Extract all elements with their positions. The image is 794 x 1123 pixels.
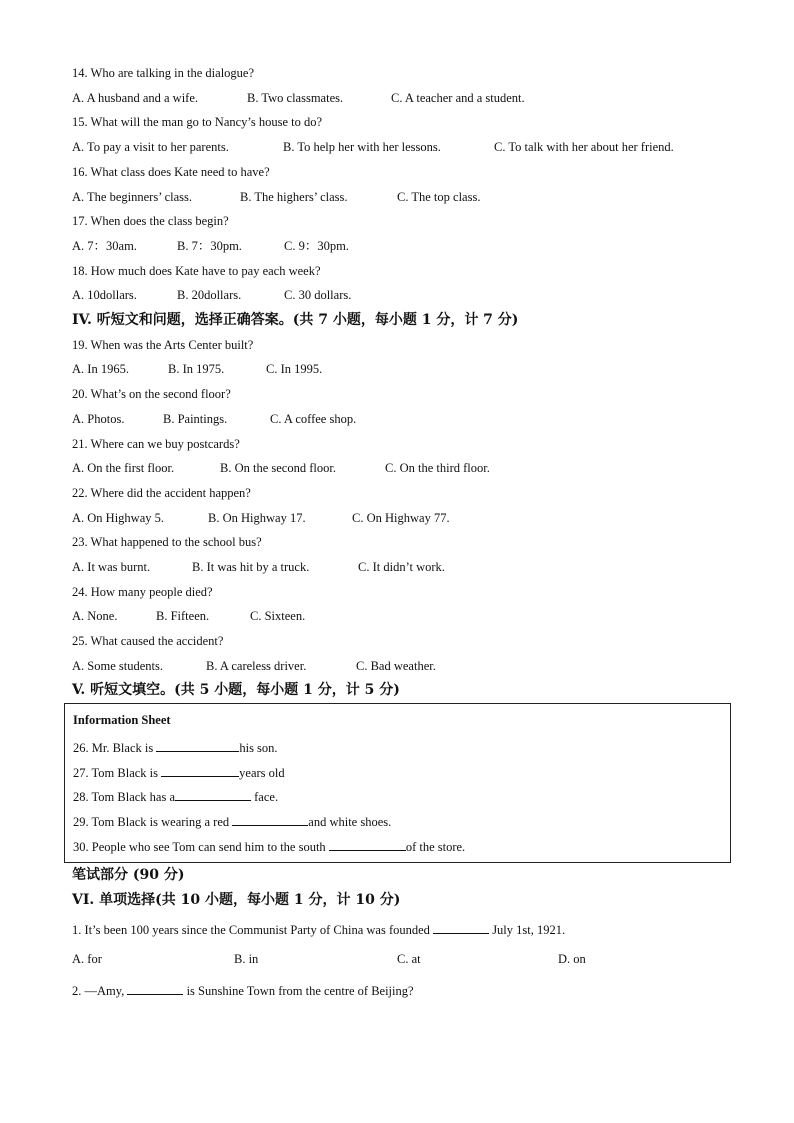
option-d: D. on: [558, 952, 586, 966]
question-23-stem: 23. What happened to the school bus?: [72, 535, 262, 549]
option-c: C. Sixteen.: [250, 609, 306, 623]
option-b: B. On Highway 17.: [208, 511, 306, 525]
section-5-heading: V. 听短文填空。(共 5 小题，每小题 1 分，计 5 分): [72, 682, 400, 698]
question-30-prefix: 30. People who see Tom can send him to the south: [73, 840, 329, 854]
option-c: C. On Highway 77.: [352, 511, 450, 525]
option-b: B. On the second floor.: [220, 461, 336, 475]
option-a: A. In 1965.: [72, 362, 129, 376]
option-b: B. A careless driver.: [206, 659, 307, 673]
option-b: B. It was hit by a truck.: [192, 560, 310, 574]
question-26-prefix: 26. Mr. Black is: [73, 741, 157, 755]
question-26-suffix: his son.: [239, 741, 278, 755]
option-b: B. 20dollars.: [177, 288, 242, 302]
option-a: A. None.: [72, 609, 118, 623]
answer-blank-26[interactable]: [156, 739, 239, 752]
option-b: B. Two classmates.: [247, 91, 344, 105]
information-sheet-box: [64, 703, 731, 863]
question-17-stem: 17. When does the class begin?: [72, 214, 229, 228]
option-c: C. In 1995.: [266, 362, 323, 376]
question-29: [73, 813, 391, 830]
question-1-prefix: 1. It’s been 100 years since the Communist Party of China was founded: [72, 923, 434, 937]
question-14-stem: 14. Who are talking in the dialogue?: [72, 66, 255, 80]
question-27: [73, 764, 285, 781]
question-30: [73, 838, 465, 855]
question-15-stem: 15. What will the man go to Nancy’s house to do?: [72, 115, 323, 129]
question-19-stem: 19. When was the Arts Center built?: [72, 338, 254, 352]
option-c: C. at: [397, 952, 421, 966]
question-16-stem: 16. What class does Kate need to have?: [72, 165, 270, 179]
option-c: C. The top class.: [397, 190, 481, 204]
answer-blank-30[interactable]: [329, 838, 406, 851]
option-a: A. On Highway 5.: [72, 511, 165, 525]
question-2-prefix: 2. —Amy,: [72, 984, 128, 998]
answer-blank-29[interactable]: [232, 813, 308, 826]
written-part-heading: 笔试部分 (90 分): [72, 867, 185, 883]
information-sheet-title: Information Sheet: [73, 713, 171, 727]
option-c: C. Bad weather.: [356, 659, 436, 673]
option-b: B. The highers’ class.: [240, 190, 348, 204]
question-22-stem: 22. Where did the accident happen?: [72, 486, 251, 500]
option-a: A. To pay a visit to her parents.: [72, 140, 229, 154]
question-28-prefix: 28. Tom Black has a: [73, 790, 176, 804]
option-a: A. 10dollars.: [72, 288, 137, 302]
option-c: C. On the third floor.: [385, 461, 490, 475]
question-21-stem: 21. Where can we buy postcards?: [72, 437, 240, 451]
option-a: A. On the first floor.: [72, 461, 175, 475]
question-28-suffix: face.: [251, 790, 279, 804]
question-2-suffix: is Sunshine Town from the centre of Beijing?: [183, 984, 414, 998]
answer-blank-28[interactable]: [175, 788, 251, 801]
option-c: C. 30 dollars.: [284, 288, 352, 302]
option-c: C. A coffee shop.: [270, 412, 357, 426]
option-a: A. Some students.: [72, 659, 163, 673]
option-c: C. To talk with her about her friend.: [494, 140, 674, 154]
section-6-heading: VI. 单项选择(共 10 小题，每小题 1 分，计 10 分): [72, 892, 401, 908]
question-29-suffix: and white shoes.: [308, 815, 392, 829]
question-20-stem: 20. What’s on the second floor?: [72, 387, 231, 401]
option-b: B. Paintings.: [163, 412, 228, 426]
answer-blank-q1[interactable]: [433, 921, 489, 934]
option-a: A. The beginners’ class.: [72, 190, 192, 204]
option-b: B. In 1975.: [168, 362, 225, 376]
answer-blank-q2[interactable]: [127, 982, 183, 995]
question-30-suffix: of the store.: [405, 840, 466, 854]
question-1-suffix: July 1st, 1921.: [489, 923, 566, 937]
option-a: A. 7：30am.: [72, 239, 137, 253]
option-b: B. Fifteen.: [156, 609, 210, 623]
option-c: C. 9：30pm.: [284, 239, 349, 253]
question-1-stem: [72, 921, 565, 938]
option-a: A. Photos.: [72, 412, 125, 426]
option-a: A. It was burnt.: [72, 560, 151, 574]
question-27-prefix: 27. Tom Black is: [73, 766, 162, 780]
question-25-stem: 25. What caused the accident?: [72, 634, 224, 648]
question-27-suffix: years old: [239, 766, 285, 780]
option-b: B. in: [234, 952, 259, 966]
question-28: [73, 788, 278, 805]
option-a: A. for: [72, 952, 102, 966]
answer-blank-27[interactable]: [161, 764, 239, 777]
question-24-stem: 24. How many people died?: [72, 585, 213, 599]
question-26: [73, 739, 278, 756]
section-4-heading: IV. 听短文和问题，选择正确答案。(共 7 小题，每小题 1 分，计 7 分): [72, 312, 519, 328]
question-29-prefix: 29. Tom Black is wearing a red: [73, 815, 233, 829]
option-b: B. To help her with her lessons.: [283, 140, 441, 154]
option-c: C. It didn’t work.: [358, 560, 445, 574]
option-b: B. 7：30pm.: [177, 239, 242, 253]
question-2-stem: [72, 982, 414, 999]
question-18-stem: 18. How much does Kate have to pay each week?: [72, 264, 321, 278]
option-c: C. A teacher and a student.: [391, 91, 525, 105]
option-a: A. A husband and a wife.: [72, 91, 199, 105]
